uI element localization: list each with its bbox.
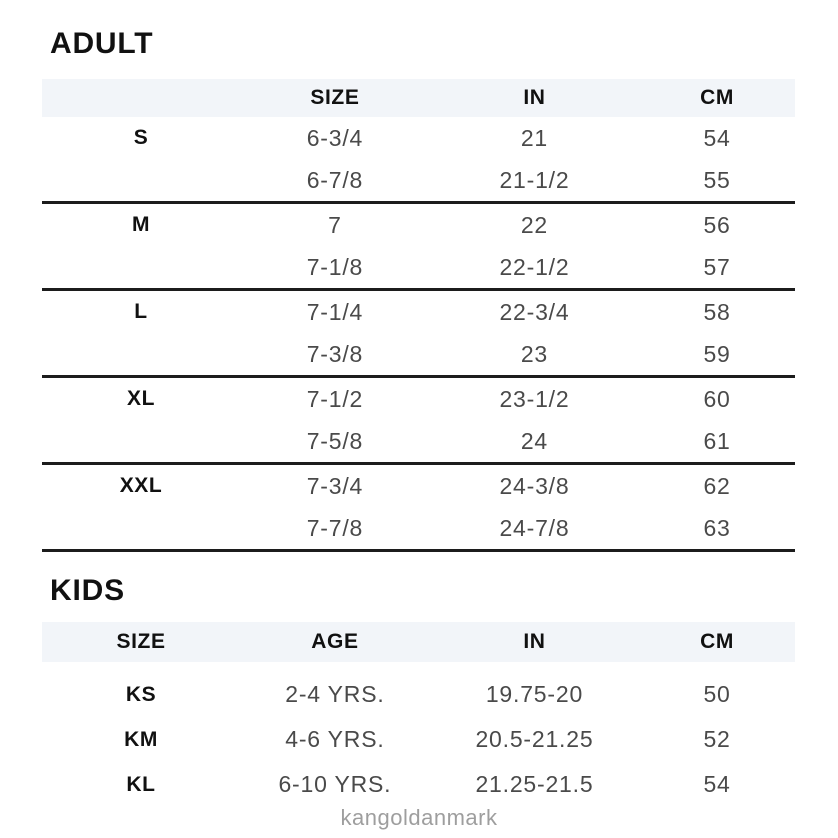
watermark-text: kangoldanmark: [340, 805, 498, 830]
kids-size-label: KM: [124, 727, 158, 751]
in-value-cell: 21-1/2: [499, 166, 570, 193]
table-row: [42, 507, 795, 549]
kids-table-body: [42, 672, 795, 807]
table-row: [42, 291, 795, 333]
in-value-cell: 22-1/2: [499, 253, 570, 280]
size-group-xl: [42, 378, 795, 465]
cm-value-cell: 59: [703, 340, 731, 367]
in-value-cell: 20.5-21.25: [475, 726, 594, 752]
table-row: [42, 420, 795, 462]
size-value-cell: 7-3/8: [306, 340, 364, 367]
kids-column-header-in: IN: [523, 630, 546, 653]
cm-value-cell: 58: [703, 298, 731, 325]
kids-section-title: KIDS: [50, 574, 125, 607]
in-value-cell: 23-1/2: [499, 385, 570, 412]
adult-column-header-cm: CM: [700, 86, 734, 109]
cm-value-cell: 52: [703, 726, 731, 752]
adult-column-header-in: IN: [523, 86, 546, 109]
size-group-s: [42, 117, 795, 204]
age-value-cell: 2-4 YRS.: [285, 681, 385, 707]
kids-table-header-row: [42, 622, 795, 662]
size-value-cell: 7-1/8: [306, 253, 364, 280]
size-value-cell: 7-7/8: [306, 514, 364, 541]
in-value-cell: 24: [520, 427, 549, 454]
kids-column-header-size: SIZE: [116, 630, 166, 653]
kids-column-header-cm: CM: [700, 630, 734, 653]
size-group-label: L: [134, 300, 148, 323]
age-value-cell: 6-10 YRS.: [278, 771, 392, 797]
kids-size-label: KS: [125, 682, 157, 706]
in-value-cell: 24-7/8: [499, 514, 570, 541]
cm-value-cell: 57: [703, 253, 731, 280]
cm-value-cell: 54: [703, 771, 731, 797]
in-value-cell: 19.75-20: [485, 681, 584, 707]
in-value-cell: 23: [520, 340, 549, 367]
cm-value-cell: 50: [703, 681, 731, 707]
table-row: [42, 465, 795, 507]
adult-size-table: [42, 79, 795, 552]
table-row: [42, 717, 795, 762]
size-value-cell: 7: [328, 211, 342, 238]
cm-value-cell: 61: [703, 427, 731, 454]
kids-column-header-age: AGE: [311, 630, 359, 653]
table-row: [42, 159, 795, 201]
cm-value-cell: 62: [703, 472, 731, 499]
table-row: [42, 333, 795, 375]
table-row: [42, 378, 795, 420]
in-value-cell: 21.25-21.5: [475, 771, 594, 797]
size-value-cell: 7-1/2: [306, 385, 364, 412]
table-row: [42, 117, 795, 159]
cm-value-cell: 63: [703, 514, 731, 541]
size-group-xxl: [42, 465, 795, 552]
cm-value-cell: 55: [703, 166, 731, 193]
size-group-label: XXL: [119, 474, 163, 497]
table-row: [42, 204, 795, 246]
table-row: [42, 672, 795, 717]
kids-size-label: KL: [126, 772, 156, 796]
size-value-cell: 6-7/8: [306, 166, 364, 193]
cm-value-cell: 56: [703, 211, 731, 238]
size-group-label: M: [131, 213, 151, 236]
size-group-label: XL: [126, 387, 156, 410]
cm-value-cell: 54: [703, 124, 731, 151]
in-value-cell: 24-3/8: [499, 472, 570, 499]
size-group-label: S: [133, 126, 149, 149]
size-value-cell: 7-1/4: [306, 298, 364, 325]
adult-table-header-row: [42, 79, 795, 117]
size-value-cell: 6-3/4: [306, 124, 364, 151]
adult-column-header-size: SIZE: [310, 86, 360, 109]
table-row: [42, 246, 795, 288]
cm-value-cell: 60: [703, 385, 731, 412]
in-value-cell: 22-3/4: [499, 298, 570, 325]
size-value-cell: 7-3/4: [306, 472, 364, 499]
age-value-cell: 4-6 YRS.: [285, 726, 385, 752]
adult-section-title: ADULT: [50, 27, 154, 60]
in-value-cell: 21: [520, 124, 549, 151]
size-group-m: [42, 204, 795, 291]
table-row: [42, 762, 795, 807]
size-group-l: [42, 291, 795, 378]
size-value-cell: 7-5/8: [306, 427, 364, 454]
in-value-cell: 22: [520, 211, 549, 238]
kids-size-table: [42, 622, 795, 807]
